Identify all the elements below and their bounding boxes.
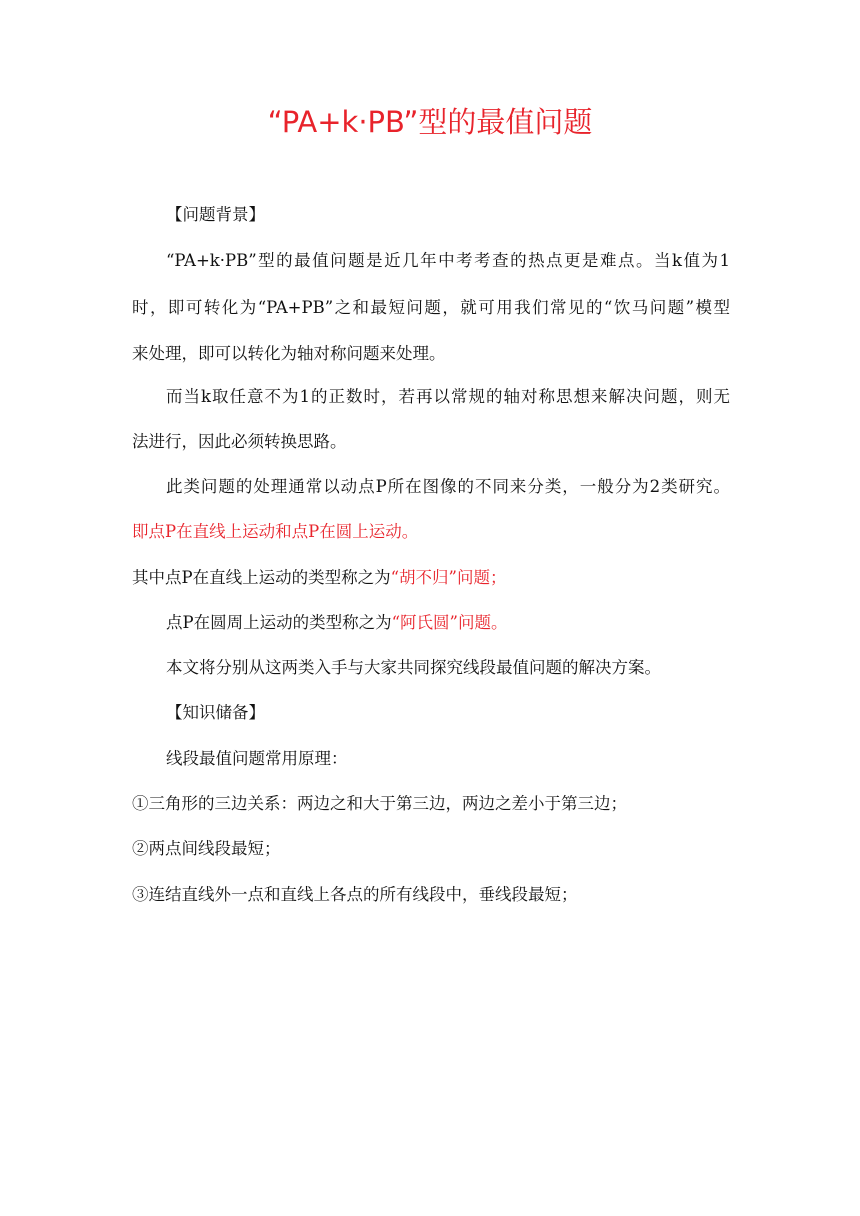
paragraph-3-line-2-highlight: 即点P在直线上运动和点P在圆上运动。: [132, 522, 419, 541]
principle-1: ①三角形的三边关系：两边之和大于第三边，两边之差小于第三边；: [132, 794, 627, 813]
paragraph-3-line-1: 此类问题的处理通常以动点P所在图像的不同来分类，一般分为2类研究。: [166, 477, 730, 496]
paragraph-2-line-1: 而当k取任意不为1的正数时，若再以常规的轴对称思想来解决问题，则无: [166, 387, 730, 406]
principle-2: ②两点间线段最短；: [132, 839, 281, 858]
principles-intro: 线段最值问题常用原理：: [166, 749, 348, 768]
paragraph-2-line-2: 法进行，因此必须转换思路。: [132, 432, 347, 451]
section-heading-knowledge: 【知识储备】: [166, 703, 265, 722]
background-paragraph-line-1: “PA+k·PB”型的最值问题是近几年中考考查的热点更是难点。当k值为1: [166, 251, 730, 270]
paragraph-5-highlight: “阿氏圆”问题。: [391, 613, 508, 632]
paragraph-4: [132, 566, 506, 590]
document-title: “PA+k·PB”型的最值问题: [267, 105, 593, 139]
section-heading-background: 【问题背景】: [166, 205, 265, 224]
background-paragraph-line-3: 来处理，即可以转化为轴对称问题来处理。: [132, 344, 446, 363]
paragraph-4-highlight: “胡不归”问题；: [390, 568, 507, 587]
paragraph-6: 本文将分别从这两类入手与大家共同探究线段最值问题的解决方案。: [166, 658, 661, 677]
paragraph-4-text: 其中点P在直线上运动的类型称之为: [132, 568, 391, 587]
paragraph-5: [166, 611, 507, 635]
principle-3: ③连结直线外一点和直线上各点的所有线段中，垂线段最短；: [132, 885, 578, 904]
background-paragraph-line-2: 时，即可转化为“PA+PB”之和最短问题，就可用我们常见的“饮马问题”模型: [132, 298, 730, 317]
paragraph-5-text: 点P在圆周上运动的类型称之为: [166, 613, 392, 632]
